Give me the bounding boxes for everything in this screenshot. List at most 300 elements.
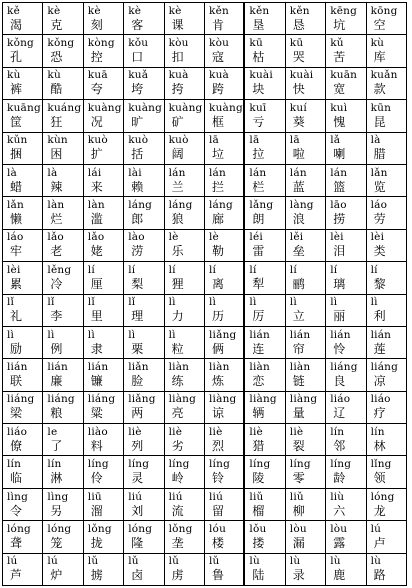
pinyin-text: kuàng bbox=[209, 101, 243, 114]
hanzi-text: 勒 bbox=[212, 244, 225, 259]
table-cell bbox=[286, 133, 326, 165]
table-cell bbox=[245, 197, 285, 229]
pinyin-text: lè bbox=[209, 231, 219, 244]
table-cell bbox=[3, 230, 43, 262]
hanzi-text: 捆 bbox=[10, 147, 23, 162]
table-cell bbox=[84, 392, 124, 424]
pinyin-text: lǔ bbox=[209, 555, 220, 568]
hanzi-text: 丽 bbox=[333, 309, 346, 324]
pinyin-text: liú bbox=[168, 490, 183, 503]
table-cell bbox=[84, 359, 124, 391]
hanzi-text: 联 bbox=[10, 373, 23, 388]
hanzi-text: 炉 bbox=[50, 568, 63, 583]
pinyin-text: kuáng bbox=[47, 101, 82, 114]
hanzi-text: 雷 bbox=[252, 244, 265, 259]
pinyin-text: liáo bbox=[330, 393, 351, 406]
pinyin-text: lì bbox=[87, 328, 95, 341]
pinyin-text: liàn bbox=[249, 360, 270, 373]
hanzi-text: 芦 bbox=[10, 568, 23, 583]
pinyin-text: lián bbox=[330, 328, 351, 341]
pinyin-text: lèi bbox=[7, 263, 21, 276]
pinyin-text: lǎo bbox=[47, 231, 64, 244]
pinyin-text: kěn bbox=[249, 4, 270, 17]
table-cell bbox=[43, 133, 83, 165]
table-cell bbox=[326, 489, 366, 521]
pinyin-text: le bbox=[47, 425, 58, 438]
pinyin-text: liào bbox=[87, 425, 108, 438]
hanzi-text: 扣 bbox=[171, 50, 184, 65]
hanzi-text: 隆 bbox=[131, 535, 144, 550]
table-cell bbox=[286, 165, 326, 197]
table-cell bbox=[205, 521, 245, 553]
table-cell bbox=[165, 230, 205, 262]
hanzi-text: 良 bbox=[333, 373, 346, 388]
table-cell bbox=[165, 100, 205, 132]
pinyin-text: kuàng bbox=[128, 101, 163, 114]
table-cell bbox=[326, 327, 366, 359]
table-cell bbox=[124, 165, 164, 197]
pinyin-text: làn bbox=[47, 199, 65, 212]
hanzi-text: 葵 bbox=[292, 114, 305, 129]
hanzi-text: 蓝 bbox=[292, 179, 305, 194]
hanzi-text: 零 bbox=[292, 471, 305, 486]
pinyin-text: lìng bbox=[7, 490, 29, 503]
pinyin-text: lù bbox=[370, 555, 382, 568]
hanzi-text: 了 bbox=[50, 438, 63, 453]
pinyin-text: kòu bbox=[168, 37, 189, 50]
hanzi-text: 览 bbox=[373, 179, 386, 194]
pinyin-text: là bbox=[370, 134, 381, 147]
table-cell bbox=[43, 521, 83, 553]
pinyin-text: lì bbox=[7, 328, 15, 341]
table-cell bbox=[43, 100, 83, 132]
hanzi-text: 领 bbox=[373, 471, 386, 486]
pinyin-text: kuò bbox=[128, 134, 149, 147]
table-cell bbox=[326, 359, 366, 391]
table-cell bbox=[326, 554, 366, 586]
table-cell bbox=[124, 295, 164, 327]
hanzi-text: 粒 bbox=[171, 341, 184, 356]
pinyin-text: lán bbox=[330, 166, 348, 179]
pinyin-text: lín bbox=[7, 458, 22, 471]
pinyin-text: lián bbox=[249, 328, 270, 341]
pinyin-text: lì bbox=[370, 296, 378, 309]
table-cell bbox=[367, 230, 407, 262]
table-cell bbox=[165, 295, 205, 327]
hanzi-text: 浪 bbox=[292, 212, 305, 227]
table-cell bbox=[3, 489, 43, 521]
hanzi-text: 老 bbox=[50, 244, 63, 259]
pinyin-text: lèi bbox=[370, 231, 385, 244]
table-cell bbox=[3, 35, 43, 67]
pinyin-text: líng bbox=[330, 458, 352, 471]
hanzi-text: 孔 bbox=[10, 50, 23, 65]
pinyin-text: lì bbox=[249, 296, 257, 309]
pinyin-text: líng bbox=[249, 458, 271, 471]
table-cell bbox=[43, 295, 83, 327]
pinyin-text: líng bbox=[168, 458, 190, 471]
table-cell bbox=[286, 456, 326, 488]
hanzi-text: 懒 bbox=[10, 212, 23, 227]
hanzi-text: 谅 bbox=[212, 406, 225, 421]
hanzi-text: 愧 bbox=[333, 114, 346, 129]
hanzi-text: 垃 bbox=[212, 147, 225, 162]
pinyin-text: liàn bbox=[289, 360, 311, 373]
hanzi-text: 流 bbox=[171, 503, 184, 518]
pinyin-text: lào bbox=[128, 231, 145, 244]
table-cell bbox=[84, 424, 124, 456]
hanzi-text: 裂 bbox=[292, 438, 305, 453]
hanzi-text: 来 bbox=[90, 179, 103, 194]
table-cell bbox=[165, 165, 205, 197]
table-cell bbox=[84, 165, 124, 197]
hanzi-text: 块 bbox=[252, 82, 265, 97]
table-cell bbox=[326, 392, 366, 424]
pinyin-text: lán bbox=[168, 166, 186, 179]
pinyin-text: liàng bbox=[289, 393, 318, 406]
hanzi-text: 柳 bbox=[292, 503, 305, 518]
pinyin-text: lí bbox=[289, 263, 297, 276]
table-cell bbox=[43, 489, 83, 521]
pinyin-text: kùn bbox=[47, 134, 68, 147]
table-cell bbox=[286, 230, 326, 262]
table-cell bbox=[84, 68, 124, 100]
table-cell bbox=[43, 392, 83, 424]
pinyin-text: lài bbox=[128, 166, 142, 179]
table-cell bbox=[43, 68, 83, 100]
pinyin-text: liè bbox=[249, 425, 263, 438]
pinyin-text: kēng bbox=[330, 4, 358, 17]
hanzi-text: 扩 bbox=[90, 147, 103, 162]
hanzi-text: 恳 bbox=[292, 17, 305, 32]
hanzi-text: 烈 bbox=[212, 438, 225, 453]
table-cell bbox=[205, 456, 245, 488]
pinyin-text: lí bbox=[249, 263, 257, 276]
hanzi-text: 刻 bbox=[90, 17, 103, 32]
table-cell bbox=[367, 424, 407, 456]
table-cell bbox=[43, 456, 83, 488]
pinyin-text: lì bbox=[128, 328, 136, 341]
pinyin-text: liàn bbox=[209, 360, 230, 373]
table-cell bbox=[205, 35, 245, 67]
hanzi-text: 连 bbox=[252, 341, 265, 356]
table-cell bbox=[245, 295, 285, 327]
table-cell bbox=[3, 327, 43, 359]
pinyin-text: lā bbox=[249, 134, 260, 147]
hanzi-text: 陆 bbox=[252, 568, 265, 583]
hanzi-text: 例 bbox=[50, 341, 63, 356]
pinyin-text: kuā bbox=[87, 69, 108, 82]
pinyin-text: lán bbox=[249, 166, 267, 179]
table-cell bbox=[205, 197, 245, 229]
pinyin-text: lín bbox=[47, 458, 62, 471]
table-cell bbox=[326, 197, 366, 229]
hanzi-text: 令 bbox=[10, 503, 23, 518]
pinyin-text: lǐ bbox=[128, 296, 136, 309]
table-cell bbox=[367, 133, 407, 165]
hanzi-text: 快 bbox=[292, 82, 305, 97]
table-cell bbox=[286, 100, 326, 132]
table-cell bbox=[367, 392, 407, 424]
hanzi-text: 捞 bbox=[333, 212, 346, 227]
table-cell bbox=[367, 35, 407, 67]
hanzi-text: 苦 bbox=[333, 50, 346, 65]
hanzi-text: 垄 bbox=[171, 535, 184, 550]
pinyin-text: lǎn bbox=[370, 166, 388, 179]
hanzi-text: 类 bbox=[373, 244, 386, 259]
table-cell bbox=[205, 295, 245, 327]
pinyin-text: lí bbox=[128, 263, 136, 276]
hanzi-text: 帘 bbox=[292, 341, 305, 356]
pinyin-text: kòng bbox=[87, 37, 115, 50]
hanzi-text: 梨 bbox=[131, 276, 144, 291]
table-cell bbox=[286, 3, 326, 35]
pinyin-text: kǒu bbox=[128, 37, 149, 50]
hanzi-text: 利 bbox=[373, 309, 386, 324]
hanzi-text: 礼 bbox=[10, 309, 23, 324]
table-cell bbox=[165, 392, 205, 424]
hanzi-text: 露 bbox=[333, 535, 346, 550]
table-cell bbox=[245, 554, 285, 586]
table-cell bbox=[367, 165, 407, 197]
pinyin-text: kū bbox=[249, 37, 263, 50]
table-cell bbox=[124, 554, 164, 586]
hanzi-text: 隶 bbox=[90, 341, 103, 356]
pinyin-text: lǎ bbox=[330, 134, 341, 147]
hanzi-text: 渴 bbox=[10, 17, 23, 32]
hanzi-text: 跨 bbox=[212, 82, 225, 97]
table-cell bbox=[286, 327, 326, 359]
hanzi-text: 怜 bbox=[333, 341, 346, 356]
pinyin-text: lù bbox=[330, 555, 341, 568]
table-cell bbox=[286, 262, 326, 294]
table-cell bbox=[245, 456, 285, 488]
hanzi-text: 恐 bbox=[50, 50, 63, 65]
table-cell bbox=[124, 327, 164, 359]
table-cell bbox=[245, 68, 285, 100]
table-cell bbox=[84, 489, 124, 521]
hanzi-text: 料 bbox=[90, 438, 103, 453]
pinyin-text: líng bbox=[87, 458, 109, 471]
table-cell bbox=[326, 424, 366, 456]
pinyin-text: láng bbox=[209, 199, 233, 212]
table-cell bbox=[165, 456, 205, 488]
table-cell bbox=[124, 230, 164, 262]
pinyin-text: lì bbox=[47, 328, 55, 341]
pinyin-text: lù bbox=[289, 555, 301, 568]
pinyin-text: kū bbox=[289, 37, 304, 50]
table-cell bbox=[286, 424, 326, 456]
hanzi-text: 烂 bbox=[50, 212, 63, 227]
table-cell bbox=[84, 521, 124, 553]
pinyin-text: liǎng bbox=[209, 328, 237, 341]
table-cell bbox=[367, 359, 407, 391]
pinyin-text: kuàng bbox=[168, 101, 203, 114]
pinyin-text: kūn bbox=[370, 101, 392, 114]
table-cell bbox=[84, 262, 124, 294]
hanzi-text: 粮 bbox=[50, 406, 63, 421]
table-cell bbox=[165, 68, 205, 100]
table-cell bbox=[84, 3, 124, 35]
hanzi-text: 空 bbox=[373, 17, 386, 32]
hanzi-text: 历 bbox=[212, 309, 225, 324]
table-cell bbox=[205, 165, 245, 197]
pinyin-text: liáng bbox=[87, 393, 116, 406]
table-cell bbox=[3, 521, 43, 553]
hanzi-text: 涝 bbox=[131, 244, 144, 259]
table-cell bbox=[84, 230, 124, 262]
pinyin-text: liàng bbox=[209, 393, 237, 406]
hanzi-text: 库 bbox=[373, 50, 386, 65]
table-cell bbox=[124, 100, 164, 132]
pinyin-text: lín bbox=[330, 425, 345, 438]
table-cell bbox=[326, 456, 366, 488]
table-cell bbox=[245, 165, 285, 197]
table-cell bbox=[3, 3, 43, 35]
hanzi-text: 栗 bbox=[131, 341, 144, 356]
table-cell bbox=[124, 133, 164, 165]
hanzi-text: 拦 bbox=[212, 179, 225, 194]
pinyin-text: liàng bbox=[249, 393, 277, 406]
hanzi-text: 辆 bbox=[252, 406, 265, 421]
pinyin-text: lěng bbox=[47, 263, 72, 276]
pinyin-text: lí bbox=[87, 263, 95, 276]
table-cell bbox=[165, 35, 205, 67]
table-cell bbox=[43, 327, 83, 359]
hanzi-text: 伶 bbox=[90, 471, 103, 486]
hanzi-text: 链 bbox=[292, 373, 305, 388]
pinyin-text: làng bbox=[289, 199, 314, 212]
pinyin-text: liáng bbox=[370, 360, 399, 373]
table-cell bbox=[124, 359, 164, 391]
table-cell bbox=[43, 35, 83, 67]
hanzi-text: 俩 bbox=[212, 341, 225, 356]
hanzi-text: 理 bbox=[131, 309, 144, 324]
pinyin-text: kuāng bbox=[7, 101, 41, 114]
pinyin-text: kuà bbox=[209, 69, 229, 82]
pinyin-text: liàng bbox=[168, 393, 197, 406]
pinyin-text: liù bbox=[330, 490, 345, 503]
hanzi-text: 鹂 bbox=[292, 276, 305, 291]
pinyin-text: láng bbox=[168, 199, 193, 212]
pinyin-text: lián bbox=[289, 328, 311, 341]
table-cell bbox=[43, 424, 83, 456]
pinyin-text: lí bbox=[209, 263, 217, 276]
table-cell bbox=[286, 197, 326, 229]
table-cell bbox=[367, 197, 407, 229]
pinyin-text: lú bbox=[47, 555, 58, 568]
hanzi-text: 另 bbox=[50, 503, 63, 518]
table-cell bbox=[165, 359, 205, 391]
pinyin-text: lì bbox=[209, 296, 217, 309]
hanzi-text: 狼 bbox=[171, 212, 184, 227]
hanzi-text: 控 bbox=[90, 50, 103, 65]
table-cell bbox=[43, 262, 83, 294]
pinyin-text: lì bbox=[168, 296, 176, 309]
hanzi-text: 冷 bbox=[50, 276, 63, 291]
hanzi-text: 陵 bbox=[252, 471, 265, 486]
pinyin-text: kè bbox=[168, 4, 182, 17]
table-cell bbox=[124, 68, 164, 100]
hanzi-text: 六 bbox=[333, 503, 346, 518]
hanzi-text: 留 bbox=[212, 503, 225, 518]
pinyin-text: láo bbox=[7, 231, 24, 244]
table-cell bbox=[165, 133, 205, 165]
table-cell bbox=[165, 554, 205, 586]
table-cell bbox=[3, 392, 43, 424]
pinyin-text: liáo bbox=[370, 393, 391, 406]
table-cell bbox=[245, 327, 285, 359]
hanzi-text: 林 bbox=[373, 438, 386, 453]
hanzi-text: 猎 bbox=[252, 438, 265, 453]
pinyin-text: làn bbox=[87, 199, 105, 212]
pinyin-text: kuò bbox=[87, 134, 108, 147]
table-cell bbox=[326, 100, 366, 132]
pinyin-text: liáng bbox=[330, 360, 358, 373]
hanzi-text: 岭 bbox=[171, 471, 184, 486]
pinyin-text: lā bbox=[289, 134, 300, 147]
pinyin-character-table bbox=[2, 2, 407, 586]
table-cell bbox=[286, 521, 326, 553]
hanzi-text: 哭 bbox=[292, 50, 305, 65]
table-cell bbox=[205, 489, 245, 521]
pinyin-text: kòu bbox=[209, 37, 230, 50]
table-cell bbox=[367, 295, 407, 327]
hanzi-text: 璃 bbox=[333, 276, 346, 291]
pinyin-text: liè bbox=[168, 425, 183, 438]
hanzi-text: 蜡 bbox=[10, 179, 23, 194]
table-cell bbox=[367, 456, 407, 488]
table-cell bbox=[165, 489, 205, 521]
table-cell bbox=[367, 554, 407, 586]
hanzi-text: 括 bbox=[131, 147, 144, 162]
table-cell bbox=[124, 424, 164, 456]
pinyin-text: lǒu bbox=[249, 522, 267, 535]
pinyin-text: lián bbox=[370, 328, 392, 341]
hanzi-text: 溜 bbox=[90, 503, 103, 518]
hanzi-text: 劣 bbox=[171, 438, 184, 453]
hanzi-text: 镰 bbox=[90, 373, 103, 388]
hanzi-text: 垒 bbox=[292, 244, 305, 259]
hanzi-text: 僚 bbox=[10, 438, 23, 453]
table-cell bbox=[3, 197, 43, 229]
table-cell bbox=[286, 554, 326, 586]
pinyin-text: kǔ bbox=[330, 37, 344, 50]
table-cell bbox=[205, 327, 245, 359]
pinyin-text: lù bbox=[249, 555, 260, 568]
hanzi-text: 粱 bbox=[90, 406, 103, 421]
table-cell bbox=[326, 165, 366, 197]
hanzi-text: 肯 bbox=[212, 17, 225, 32]
pinyin-text: lěi bbox=[289, 231, 304, 244]
hanzi-text: 临 bbox=[10, 471, 23, 486]
hanzi-text: 辣 bbox=[50, 179, 63, 194]
table-cell bbox=[43, 359, 83, 391]
table-cell bbox=[84, 554, 124, 586]
table-cell bbox=[124, 521, 164, 553]
hanzi-text: 框 bbox=[212, 114, 225, 129]
pinyin-text: kè bbox=[47, 4, 61, 17]
pinyin-text: liáng bbox=[7, 393, 35, 406]
hanzi-text: 况 bbox=[90, 114, 103, 129]
table-cell bbox=[326, 35, 366, 67]
table-cell bbox=[245, 359, 285, 391]
hanzi-text: 卢 bbox=[373, 535, 386, 550]
table-cell bbox=[245, 392, 285, 424]
table-cell bbox=[205, 133, 245, 165]
hanzi-text: 夸 bbox=[90, 82, 103, 97]
pinyin-text: kù bbox=[370, 37, 385, 50]
